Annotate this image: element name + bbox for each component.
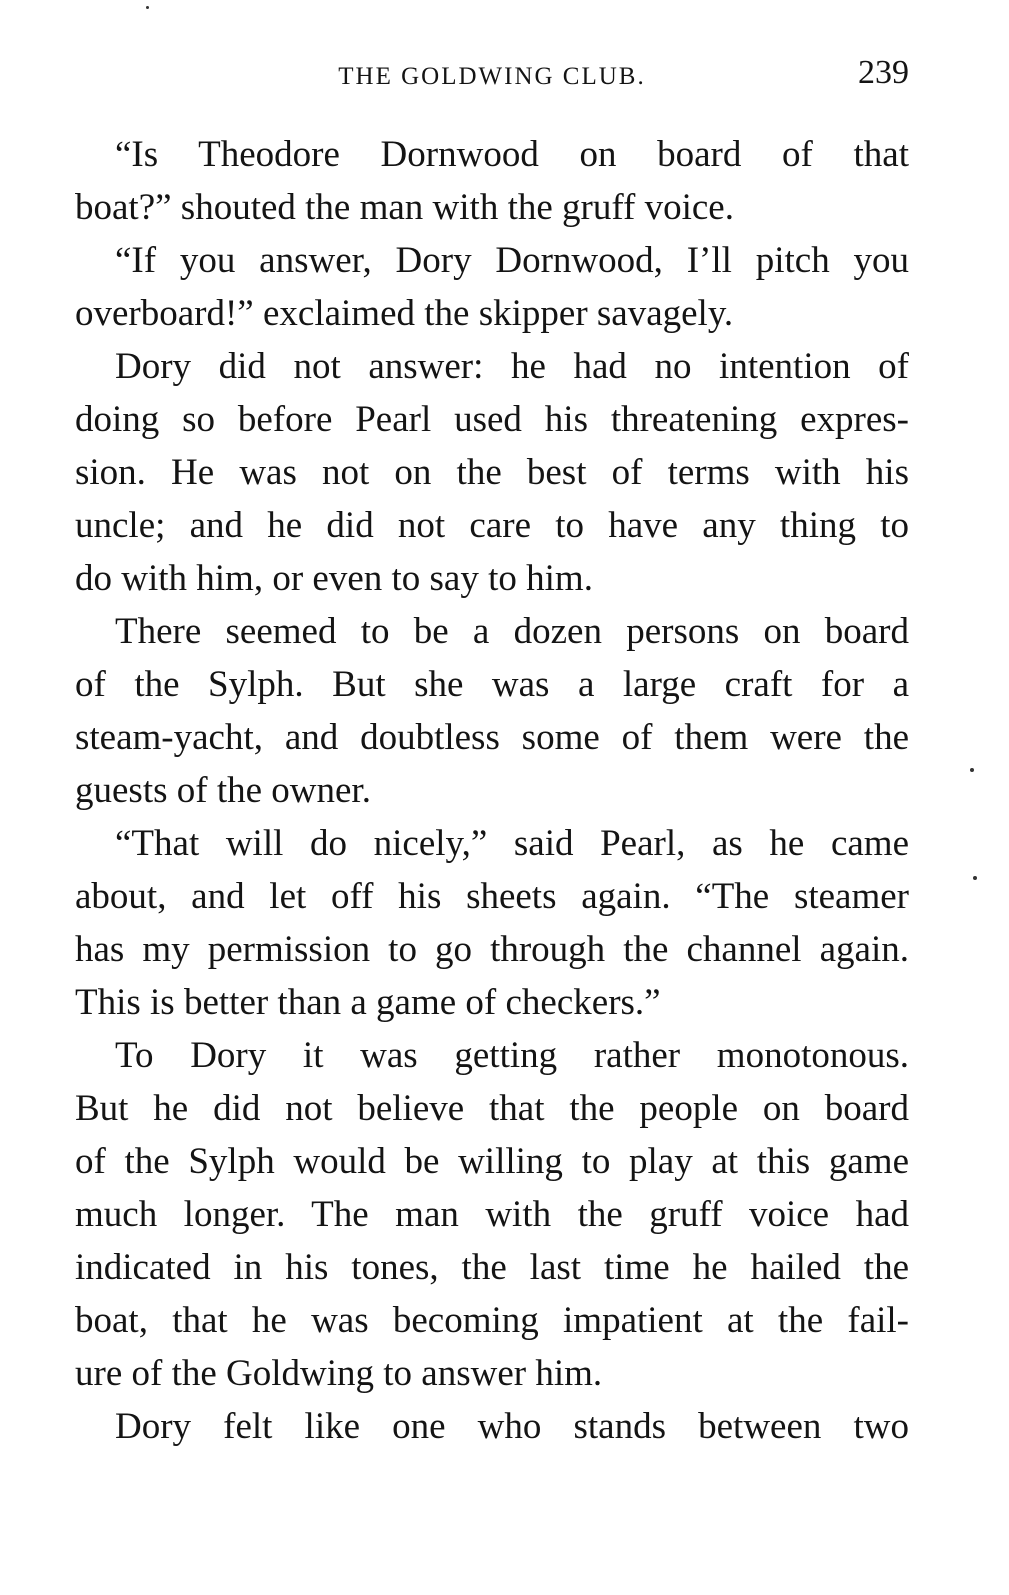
text-line: There seemed to be a dozen persons on board <box>115 611 909 652</box>
text-line: of the Sylph would be willing to play at this game <box>75 1141 909 1182</box>
text-line: about, and let off his sheets again. “The steamer <box>75 876 909 917</box>
text-line: This is better than a game of checkers.” <box>75 982 661 1023</box>
text-line: Dory felt like one who stands between two <box>115 1406 909 1447</box>
text-line: doing so before Pearl used his threatening expres- <box>75 399 909 440</box>
text-line: guests of the owner. <box>75 770 371 811</box>
text-line: “That will do nicely,” said Pearl, as he came <box>115 823 909 864</box>
text-line: boat, that he was becoming impatient at the fail- <box>75 1300 909 1341</box>
text-line: Dory did not answer: he had no intention of <box>115 346 909 387</box>
text-line: sion. He was not on the best of terms with his <box>75 452 909 493</box>
page-number: 239 <box>858 54 909 91</box>
text-line: steam-yacht, and doubtless some of them were the <box>75 717 909 758</box>
paper-speck <box>970 768 974 772</box>
text-line: But he did not believe that the people on board <box>75 1088 909 1129</box>
text-line: of the Sylph. But she was a large craft for a <box>75 664 909 705</box>
running-head <box>75 52 909 100</box>
paper-speck <box>146 6 149 9</box>
body-text <box>75 128 909 1453</box>
text-line: ure of the Goldwing to answer him. <box>75 1353 603 1394</box>
text-line: “Is Theodore Dornwood on board of that <box>115 134 909 175</box>
text-line: indicated in his tones, the last time he hailed the <box>75 1247 909 1288</box>
text-line: overboard!” exclaimed the skipper savagely. <box>75 293 734 334</box>
paper-speck <box>973 876 977 880</box>
text-line: “If you answer, Dory Dornwood, I’ll pitch you <box>115 240 909 281</box>
text-line: much longer. The man with the gruff voice had <box>75 1194 909 1235</box>
text-line: uncle; and he did not care to have any thing to <box>75 505 909 546</box>
text-line: has my permission to go through the channel again. <box>75 929 909 970</box>
running-title: THE GOLDWING CLUB. <box>338 63 646 90</box>
text-line: do with him, or even to say to him. <box>75 558 593 599</box>
text-line: boat?” shouted the man with the gruff voice. <box>75 187 734 228</box>
text-line: To Dory it was getting rather monotonous. <box>115 1035 909 1076</box>
